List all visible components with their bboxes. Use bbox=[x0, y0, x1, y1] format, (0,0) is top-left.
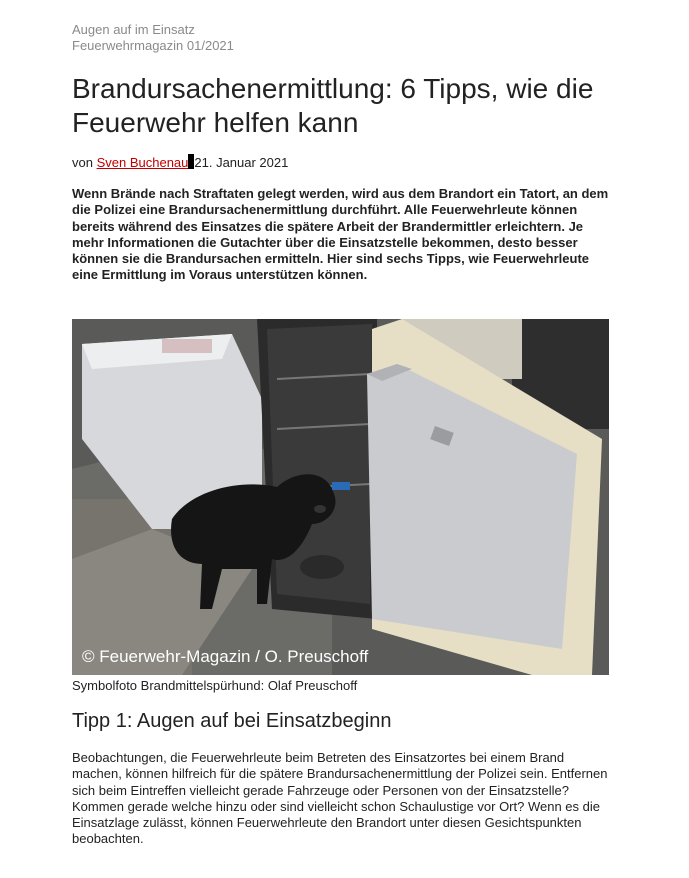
byline-prefix: von bbox=[72, 155, 93, 170]
article-photo bbox=[72, 319, 609, 675]
photo-illustration bbox=[72, 319, 609, 675]
tip1-text: Beobachtungen, die Feuerwehrleute beim Betreten des Einsatzortes bei einem Brand machen, können hilfreich für die spätere Brandursachenermittlung der Polizei sein. Entfernen sich beim Eintreffen vielleicht gerade Fahrzeuge oder Personen von der Einsatzstelle? Kommen gerade welche hinzu oder sind vielleicht schon Schaulustige vor Ort? Wenn es die Einsatzlage zulässt, können Feuerwehrleute den Brandort unter diesen Gesichtspunkten beobachten. bbox=[72, 750, 608, 847]
publish-date: 21. Januar 2021 bbox=[194, 155, 289, 170]
photo-watermark: © Feuerwehr-Magazin / O. Preuschoff bbox=[82, 647, 369, 666]
kicker-issue: Feuerwehrmagazin 01/2021 bbox=[72, 38, 234, 53]
tip1-heading: Tipp 1: Augen auf bei Einsatzbeginn bbox=[72, 710, 392, 732]
article-title: Brandursachenermittlung: 6 Tipps, wie die Feuerwehr helfen kann bbox=[72, 73, 594, 138]
kicker-topic: Augen auf im Einsatz bbox=[72, 22, 195, 37]
byline bbox=[72, 154, 288, 171]
photo-caption: Symbolfoto Brandmittelspürhund: Olaf Preuschoff bbox=[72, 678, 358, 693]
author-link[interactable]: Sven Buchenau bbox=[96, 155, 189, 170]
article-lead: Wenn Brände nach Straftaten gelegt werden, wird aus dem Brandort ein Tatort, an dem die Polizei eine Brandursachenermittlung durchführt. Alle Feuerwehrleute können bereits während des Einsatzes die spätere Arbeit der Brandermittler erleichtern. Je mehr Informationen die Gutachter über die Einsatzstelle bekommen, desto besser können sie die Brandursachen ermitteln. Hier sind sechs Tipps, wie Feuerwehrleute eine Ermittlung im Voraus unterstützen können. bbox=[72, 186, 609, 283]
kicker bbox=[72, 22, 234, 54]
